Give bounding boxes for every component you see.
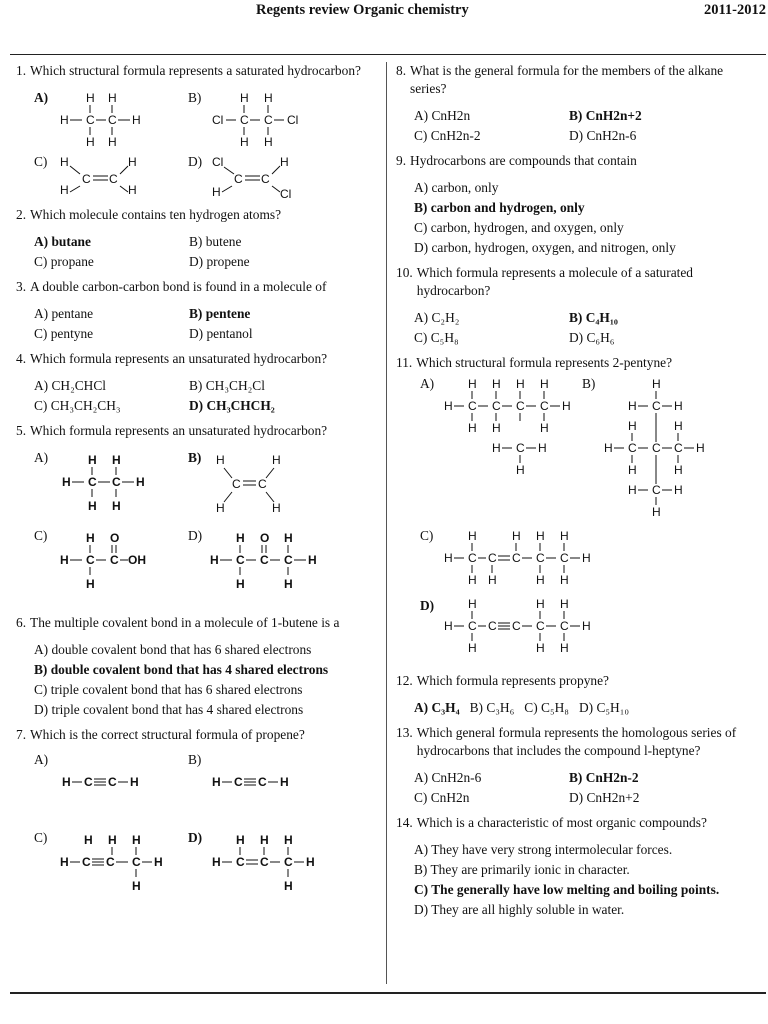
question-4: 4. Which formula represents an unsaturated hydrocarbon? A) CH₂CHCl B) CH₃CH₂Cl C) CH₃CH₂CH₃ D) CH₃CHCH₂ [16,350,376,416]
choice-a[interactable]: A) double covalent bond that has 6 shared electrons [34,642,312,657]
svg-text:H: H [60,113,69,127]
left-column [16,62,376,904]
svg-text:H: H [468,377,477,391]
question-text: Which formula represents propyne? [416,673,609,688]
svg-text:H: H [240,91,249,105]
svg-text:H: H [280,775,289,789]
svg-text:C: C [560,551,569,565]
svg-text:H: H [444,619,453,633]
ethane-structure [60,91,141,149]
choice-label[interactable]: D) [188,528,203,543]
svg-text:C: C [261,172,270,186]
svg-text:C: C [284,553,293,567]
svg-text:H: H [62,475,71,489]
choice-b[interactable]: B) butene [189,234,242,249]
svg-text:H: H [260,833,269,847]
svg-text:H: H [86,577,95,591]
question-6: 6. The multiple covalent bond in a molecule of 1-butene is a A) double covalent bond that has 6 shared electrons B) double covalent bond that has 4 shared electrons C) triple covalent bond that has 6 shared electrons D) triple covalent bond that has 4 shared electrons [16,614,376,720]
q11-structures [396,372,756,668]
svg-text:H: H [216,453,225,467]
right-column [396,62,756,920]
choice-d[interactable]: D) propene [189,254,250,269]
svg-text:C: C [488,619,497,633]
svg-text:C: C [492,399,501,413]
q11-molecule-drawings [396,372,756,668]
svg-text:H: H [132,879,141,893]
svg-text:C: C [516,441,525,455]
svg-text:C: C [234,775,243,789]
svg-text:H: H [212,775,221,789]
choice-d[interactable]: D) carbon, hydrogen, oxygen, and nitrogen, only [414,240,676,255]
choice-label[interactable]: A) [420,376,435,391]
choice-c[interactable]: C) pentyne [34,326,94,341]
svg-text:OH: OH [128,553,146,567]
choice-label[interactable]: A) [34,450,49,465]
svg-text:H: H [132,113,141,127]
svg-text:H: H [652,377,661,391]
svg-text:C: C [512,619,521,633]
question-2: 2. Which molecule contains ten hydrogen atoms? A) butane B) butene C) propane D) propene [16,206,376,272]
choice-d[interactable]: D) They are all highly soluble in water. [414,902,625,917]
svg-text:Cl: Cl [280,187,292,200]
choice-a[interactable]: A) pentane [34,306,94,321]
school-year: 2011-2012 [703,2,766,18]
svg-text:C: C [240,113,249,127]
svg-text:C: C [112,475,121,489]
svg-text:H: H [86,135,95,149]
svg-text:H: H [60,553,69,567]
svg-text:H: H [468,529,477,543]
svg-text:H: H [284,879,293,893]
choice-b[interactable]: B) C₄H₁₀ [569,310,618,325]
svg-text:H: H [582,551,591,565]
svg-text:H: H [582,619,591,633]
ethene-structure [60,155,137,197]
choice-d[interactable]: D) CnH2n-6 [569,128,637,143]
svg-text:H: H [108,91,117,105]
svg-text:H: H [136,475,145,489]
page-header [0,0,768,24]
choice-label[interactable]: B) [188,450,202,465]
dichloroethane-structure [212,91,298,149]
question-10: 10. Which formula represents a molecule of a saturated hydrocarbon? A) C₂H₂ B) C₄H₁₀ C) C₅H₈ D) C₆H₆ [396,264,756,348]
question-text: Which formula represents an unsaturated hydrocarbon? [30,423,328,438]
q1-structures [16,80,376,200]
svg-text:H: H [272,453,281,467]
question-5: 5. Which formula represents an unsaturated hydrocarbon? A) B) C) D) H H H C C H H H H H C C H H H O H C C OH H H O H H C C C H H H [16,422,376,600]
svg-text:H: H [560,529,569,543]
svg-text:H: H [540,421,549,435]
svg-text:Cl: Cl [212,155,224,169]
svg-text:H: H [236,833,245,847]
svg-text:C: C [132,855,141,869]
choice-label[interactable]: B) [582,376,596,391]
svg-text:C: C [264,113,273,127]
svg-text:C: C [258,477,267,491]
svg-text:H: H [86,531,95,545]
svg-text:C: C [109,172,118,186]
svg-text:H: H [444,551,453,565]
svg-text:H: H [488,573,497,587]
choice-label[interactable]: A) [34,752,49,767]
svg-text:C: C [468,551,477,565]
svg-text:C: C [468,619,477,633]
choice-b[interactable]: B) carbon and hydrogen, only [414,200,585,215]
choice-label[interactable]: D) [188,154,203,169]
svg-text:H: H [536,641,545,655]
choice-label[interactable]: B) [188,90,202,105]
choice-d[interactable]: D) pentanol [189,326,253,341]
svg-text:H: H [154,855,163,869]
svg-text:C: C [88,475,97,489]
question-14: 14. Which is a characteristic of most organic compounds? A) They have very strong intermolecular forces. B) They are primarily ionic in character. C) The generally have low melting and boiling points. D) They are all highly soluble in water. [396,814,756,920]
svg-text:C: C [560,619,569,633]
svg-text:H: H [308,553,317,567]
choice-label[interactable]: C) [34,528,48,543]
choice-d[interactable]: D) CnH2n+2 [569,790,640,805]
svg-text:C: C [536,619,545,633]
2-pentyne-structure [444,597,591,655]
svg-text:H: H [212,185,221,199]
question-12: 12. Which formula represents propyne? A) C₃H₄ B) C₃H₆ C) C₅H₈ D) C₅H₁₀ [396,672,756,718]
svg-text:H: H [84,833,93,847]
svg-text:H: H [628,399,637,413]
choice-label[interactable]: A) [34,90,49,105]
choice-a[interactable]: A) butane [34,234,91,249]
svg-text:C: C [628,441,637,455]
svg-text:C: C [108,775,117,789]
svg-text:C: C [236,553,245,567]
q7-structures [16,744,376,904]
question-text: Which is a characteristic of most organic compounds? [416,815,707,830]
svg-text:H: H [284,577,293,591]
choice-b[interactable]: B) CnH2n-2 [569,770,639,785]
choice-a[interactable]: A) They have very strong intermolecular forces. [414,842,673,857]
choice-a[interactable]: A) CH₂CHCl [34,378,107,393]
svg-text:H: H [264,135,273,149]
svg-text:H: H [210,553,219,567]
choice-label[interactable]: B) [188,752,202,767]
svg-text:H: H [60,183,69,197]
choice-c[interactable]: C) triple covalent bond that has 6 shared electrons [34,682,303,697]
svg-text:H: H [560,641,569,655]
svg-text:H: H [236,531,245,545]
svg-text:H: H [536,597,545,611]
choice-d[interactable]: D) CH₃CHCH₂ [189,398,275,413]
svg-text:C: C [234,172,243,186]
question-text: Which structural formula represents 2-pentyne? [416,355,673,370]
question-text: A double carbon-carbon bond is found in a molecule of [30,279,327,294]
svg-text:O: O [110,531,120,545]
question-text: Which formula represents a molecule of a saturated hydrocarbon? [416,265,693,298]
svg-text:C: C [258,775,267,789]
svg-text:H: H [272,501,281,515]
question-13: 13. Which general formula represents the homologous series of hydrocarbons that includes the compound l-heptyne? A) CnH2n-6 B) CnH2n-2 C) CnH2n D) CnH2n+2 [396,724,756,808]
choice-c[interactable]: C) The generally have low melting and boiling points. [414,882,720,897]
svg-text:H: H [628,483,637,497]
svg-text:H: H [60,855,69,869]
svg-text:H: H [236,577,245,591]
choice-d[interactable]: D) C₆H₆ [569,330,615,345]
choice-c[interactable]: C) CH₃CH₂CH₃ [34,398,121,413]
choice-c[interactable]: C) C₅H₈ [414,330,459,345]
svg-text:H: H [536,529,545,543]
svg-text:H: H [516,377,525,391]
svg-text:H: H [492,421,501,435]
svg-text:H: H [132,833,141,847]
choice-d[interactable]: D) C₅H₁₀ [578,700,630,715]
svg-text:H: H [562,399,571,413]
svg-text:H: H [216,501,225,515]
svg-text:H: H [536,573,545,587]
svg-text:H: H [112,499,121,513]
choice-c[interactable]: C) propane [34,254,94,269]
svg-text:Cl: Cl [212,113,224,127]
ethane-structure [62,453,145,513]
svg-text:C: C [652,441,661,455]
q5-structures [16,440,376,600]
svg-text:H: H [628,463,637,477]
svg-text:H: H [280,155,289,169]
svg-text:C: C [110,553,119,567]
svg-text:H: H [88,453,97,467]
question-text: Which general formula represents the homologous series of hydrocarbons that includes the compound l-heptyne? [416,725,737,758]
svg-text:H: H [468,597,477,611]
svg-text:H: H [538,441,547,455]
question-text: Which structural formula represents a saturated hydrocarbon? [30,63,361,78]
svg-text:H: H [560,573,569,587]
ethene-structure [216,453,281,515]
choice-c[interactable]: C) CnH2n-2 [414,128,481,143]
svg-text:H: H [130,775,139,789]
question-text: Which formula represents an unsaturated hydrocarbon? [30,351,328,366]
choice-b[interactable]: B) CH₃CH₂Cl [189,378,265,393]
bottom-rule [10,992,766,994]
propene-structure [212,833,315,893]
svg-text:C: C [82,855,91,869]
svg-text:H: H [62,775,71,789]
svg-text:C: C [652,399,661,413]
choice-b[interactable]: B) They are primarily ionic in character. [414,862,630,877]
svg-text:H: H [284,531,293,545]
svg-text:C: C [86,113,95,127]
svg-text:C: C [232,477,241,491]
choice-b[interactable]: B) double covalent bond that has 4 shared electrons [34,662,329,677]
svg-text:H: H [212,855,221,869]
dimethylpropane-structure [604,377,705,519]
q7-molecule-drawings [16,744,376,904]
svg-text:C: C [652,483,661,497]
column-divider [386,62,387,984]
question-text: The multiple covalent bond in a molecule of 1-butene is a [30,615,340,630]
svg-text:H: H [696,441,705,455]
ethyne-structure-b [212,775,289,789]
svg-text:H: H [108,135,117,149]
choice-b[interactable]: B) C₃H₆ [469,700,515,715]
question-text: What is the general formula for the members of the alkane series? [410,63,724,96]
svg-text:H: H [652,505,661,519]
svg-text:C: C [260,855,269,869]
svg-text:C: C [82,172,91,186]
choice-a[interactable]: A) carbon, only [414,180,499,195]
svg-text:H: H [468,421,477,435]
svg-text:H: H [674,483,683,497]
propyne-structure [60,833,163,893]
acetone-structure [210,531,317,591]
svg-text:C: C [260,553,269,567]
svg-text:H: H [516,463,525,477]
svg-text:H: H [60,155,69,169]
svg-text:H: H [264,91,273,105]
svg-text:C: C [540,399,549,413]
svg-text:H: H [468,641,477,655]
acetic-acid-structure [60,531,146,591]
svg-text:H: H [468,573,477,587]
question-text: Which is the correct structural formula of propene? [30,727,305,742]
svg-text:H: H [240,135,249,149]
svg-text:H: H [444,399,453,413]
svg-text:C: C [516,399,525,413]
svg-text:H: H [88,499,97,513]
svg-text:H: H [492,441,501,455]
svg-text:C: C [86,553,95,567]
choice-a[interactable]: A) CnH2n [414,108,471,123]
choice-b[interactable]: B) CnH2n+2 [569,108,642,123]
question-text: Which molecule contains ten hydrogen atoms? [30,207,282,222]
choice-label[interactable]: C) [34,830,48,845]
svg-text:H: H [674,399,683,413]
choice-a[interactable]: A) C₂H₂ [414,310,460,325]
question-8: 8. What is the general formula for the members of the alkane series? A) CnH2n B) CnH2n+2 C) CnH2n-2 D) CnH2n-6 [396,62,756,146]
pentene-structure [444,529,591,587]
question-11: 11. Which structural formula represents 2-pentyne? A) B) C) D) H H H H H C C C C H H H H H C H H H H C H H H H C C C H H H H C H H H H H H H C C C C C H H H H H H H H H C C C C C H H H H [396,354,756,668]
svg-text:H: H [108,833,117,847]
choice-c[interactable]: C) C₅H₈ [524,700,569,715]
choice-label[interactable]: D) [420,598,435,613]
svg-text:H: H [560,597,569,611]
svg-text:C: C [468,399,477,413]
choice-label[interactable]: D) [188,830,203,845]
svg-text:C: C [84,775,93,789]
choice-b[interactable]: B) pentene [189,306,251,321]
choice-label[interactable]: C) [420,528,434,543]
choice-c[interactable]: C) CnH2n [414,790,470,805]
choice-label[interactable]: C) [34,154,48,169]
svg-text:H: H [492,377,501,391]
svg-text:C: C [512,551,521,565]
dichloroethene-structure [212,155,291,200]
page-title: Regents review Organic chemistry [256,2,469,18]
svg-text:H: H [128,183,137,197]
svg-text:C: C [236,855,245,869]
choice-d[interactable]: D) triple covalent bond that has 4 shared electrons [34,702,304,717]
svg-text:C: C [488,551,497,565]
svg-text:H: H [112,453,121,467]
svg-text:H: H [128,155,137,169]
svg-text:C: C [106,855,115,869]
question-7: 7. Which is the correct structural formula of propene? A) B) C) D) H C C H H C C H H H H H C C C H H H H H H C C C H H [16,726,376,904]
svg-text:H: H [604,441,613,455]
choice-a[interactable]: A) C₃H₄ [414,700,460,715]
svg-text:H: H [86,91,95,105]
svg-text:C: C [674,441,683,455]
methylbutane-structure [444,377,571,477]
svg-text:H: H [512,529,521,543]
ethyne-structure-a [62,775,139,789]
svg-text:H: H [674,463,683,477]
svg-text:H: H [284,833,293,847]
question-3: 3. A double carbon-carbon bond is found in a molecule of A) pentane B) pentene C) pentyne D) pentanol [16,278,376,344]
svg-text:H: H [306,855,315,869]
choice-c[interactable]: C) carbon, hydrogen, and oxygen, only [414,220,624,235]
svg-text:C: C [284,855,293,869]
question-1: 1. Which structural formula represents a saturated hydrocarbon? A) B) C) D) H H H C C H H H H H Cl C C Cl H H H H C C H H Cl H C C H Cl [16,62,376,200]
question-text: Hydrocarbons are compounds that contain [410,153,637,168]
svg-text:C: C [108,113,117,127]
svg-text:O: O [260,531,270,545]
svg-text:H: H [628,419,637,433]
svg-text:H: H [540,377,549,391]
svg-text:H: H [674,419,683,433]
top-rule [10,54,766,55]
svg-text:Cl: Cl [287,113,299,127]
question-9: 9. Hydrocarbons are compounds that contain A) carbon, only B) carbon and hydrogen, only C) carbon, hydrogen, and oxygen, only D) carbon, hydrogen, oxygen, and nitrogen, only [396,152,756,258]
svg-text:C: C [536,551,545,565]
choice-a[interactable]: A) CnH2n-6 [414,770,482,785]
